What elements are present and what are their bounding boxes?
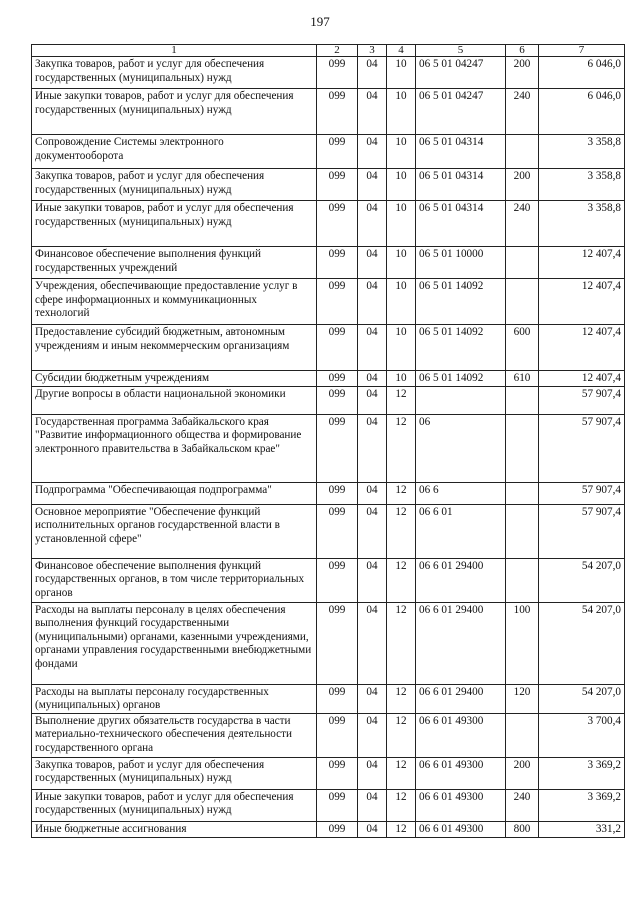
vr-code-cell	[506, 135, 539, 169]
vr-code-cell: 240	[506, 789, 539, 821]
csr-code-cell: 06 5 01 04314	[416, 169, 506, 201]
table-row	[32, 504, 625, 558]
amount-cell: 12 407,4	[539, 371, 625, 387]
row-name-cell: Субсидии бюджетным учреждениям	[32, 371, 317, 387]
row-name-cell: Подпрограмма "Обеспечивающая подпрограмма"	[32, 482, 317, 504]
amount-cell: 3 358,8	[539, 135, 625, 169]
vr-code-cell: 800	[506, 821, 539, 837]
rz-code-cell: 04	[358, 169, 387, 201]
gr-code-cell: 099	[317, 279, 358, 325]
amount-cell: 3 369,2	[539, 789, 625, 821]
table-row	[32, 89, 625, 135]
row-name-cell: Закупка товаров, работ и услуг для обеспечения государственных (муниципальных) нужд	[32, 169, 317, 201]
amount-cell: 54 207,0	[539, 602, 625, 684]
table-row	[32, 279, 625, 325]
table-row	[32, 414, 625, 482]
row-name-cell: Финансовое обеспечение выполнения функций государственных органов, в том числе территориальных органов	[32, 558, 317, 602]
csr-code-cell: 06 5 01 04314	[416, 135, 506, 169]
amount-cell: 6 046,0	[539, 89, 625, 135]
vr-code-cell	[506, 558, 539, 602]
budget-table	[31, 44, 625, 838]
table-row	[32, 135, 625, 169]
amount-cell: 3 700,4	[539, 713, 625, 757]
column-number-row	[32, 45, 625, 57]
row-name-cell: Сопровождение Системы электронного документооборота	[32, 135, 317, 169]
rz-code-cell: 04	[358, 414, 387, 482]
gr-code-cell: 099	[317, 558, 358, 602]
vr-code-cell: 240	[506, 89, 539, 135]
csr-code-cell: 06 6 01 29400	[416, 558, 506, 602]
amount-cell: 57 907,4	[539, 414, 625, 482]
pr-code-cell: 12	[387, 757, 416, 789]
table-row	[32, 558, 625, 602]
amount-cell: 3 358,8	[539, 169, 625, 201]
row-name-cell: Расходы на выплаты персоналу государственных (муниципальных) органов	[32, 684, 317, 713]
gr-code-cell: 099	[317, 57, 358, 89]
table-row	[32, 169, 625, 201]
csr-code-cell: 06 6 01 49300	[416, 757, 506, 789]
rz-code-cell: 04	[358, 247, 387, 279]
gr-code-cell: 099	[317, 757, 358, 789]
table-row	[32, 821, 625, 837]
gr-code-cell: 099	[317, 89, 358, 135]
row-name-cell: Закупка товаров, работ и услуг для обеспечения государственных (муниципальных) нужд	[32, 757, 317, 789]
table-row	[32, 247, 625, 279]
table-row	[32, 602, 625, 684]
row-name-cell: Расходы на выплаты персоналу в целях обеспечения выполнения функций государственными (муниципальными) органами, казенными учреждениями, органами управления государственными внебюджетными фондами	[32, 602, 317, 684]
pr-code-cell: 10	[387, 247, 416, 279]
column-header: 2	[317, 45, 358, 57]
pr-code-cell: 10	[387, 371, 416, 387]
pr-code-cell: 10	[387, 89, 416, 135]
csr-code-cell: 06 5 01 04247	[416, 57, 506, 89]
row-name-cell: Основное мероприятие "Обеспечение функций исполнительных органов государственной власти в установленной сфере"	[32, 504, 317, 558]
csr-code-cell: 06 6 01 49300	[416, 821, 506, 837]
gr-code-cell: 099	[317, 169, 358, 201]
vr-code-cell: 610	[506, 371, 539, 387]
gr-code-cell: 099	[317, 713, 358, 757]
row-name-cell: Учреждения, обеспечивающие предоставление услуг в сфере информационных и коммуникационных технологий	[32, 279, 317, 325]
rz-code-cell: 04	[358, 713, 387, 757]
column-header: 7	[539, 45, 625, 57]
csr-code-cell: 06	[416, 414, 506, 482]
gr-code-cell: 099	[317, 135, 358, 169]
amount-cell: 57 907,4	[539, 482, 625, 504]
rz-code-cell: 04	[358, 504, 387, 558]
rz-code-cell: 04	[358, 757, 387, 789]
table-row	[32, 757, 625, 789]
table-row	[32, 371, 625, 387]
rz-code-cell: 04	[358, 57, 387, 89]
pr-code-cell: 12	[387, 602, 416, 684]
gr-code-cell: 099	[317, 371, 358, 387]
table-row	[32, 201, 625, 247]
amount-cell: 57 907,4	[539, 386, 625, 414]
rz-code-cell: 04	[358, 821, 387, 837]
pr-code-cell: 12	[387, 482, 416, 504]
gr-code-cell: 099	[317, 482, 358, 504]
row-name-cell: Иные закупки товаров, работ и услуг для обеспечения государственных (муниципальных) нужд	[32, 789, 317, 821]
amount-cell: 12 407,4	[539, 279, 625, 325]
table-row	[32, 713, 625, 757]
gr-code-cell: 099	[317, 821, 358, 837]
rz-code-cell: 04	[358, 279, 387, 325]
vr-code-cell	[506, 386, 539, 414]
table-row	[32, 57, 625, 89]
rz-code-cell: 04	[358, 558, 387, 602]
amount-cell: 3 358,8	[539, 201, 625, 247]
amount-cell: 54 207,0	[539, 558, 625, 602]
amount-cell: 12 407,4	[539, 325, 625, 371]
pr-code-cell: 12	[387, 684, 416, 713]
vr-code-cell: 200	[506, 757, 539, 789]
gr-code-cell: 099	[317, 684, 358, 713]
pr-code-cell: 10	[387, 169, 416, 201]
rz-code-cell: 04	[358, 602, 387, 684]
table-row	[32, 386, 625, 414]
gr-code-cell: 099	[317, 201, 358, 247]
row-name-cell: Другие вопросы в области национальной экономики	[32, 386, 317, 414]
pr-code-cell: 12	[387, 789, 416, 821]
csr-code-cell: 06 6 01	[416, 504, 506, 558]
vr-code-cell	[506, 482, 539, 504]
gr-code-cell: 099	[317, 386, 358, 414]
pr-code-cell: 10	[387, 57, 416, 89]
csr-code-cell: 06 5 01 04314	[416, 201, 506, 247]
pr-code-cell: 12	[387, 386, 416, 414]
amount-cell: 6 046,0	[539, 57, 625, 89]
vr-code-cell	[506, 247, 539, 279]
row-name-cell: Иные закупки товаров, работ и услуг для обеспечения государственных (муниципальных) нужд	[32, 89, 317, 135]
rz-code-cell: 04	[358, 135, 387, 169]
rz-code-cell: 04	[358, 371, 387, 387]
pr-code-cell: 10	[387, 279, 416, 325]
rz-code-cell: 04	[358, 386, 387, 414]
vr-code-cell: 240	[506, 201, 539, 247]
vr-code-cell: 200	[506, 57, 539, 89]
column-header: 5	[416, 45, 506, 57]
column-header: 4	[387, 45, 416, 57]
pr-code-cell: 12	[387, 558, 416, 602]
gr-code-cell: 099	[317, 789, 358, 821]
column-header: 1	[32, 45, 317, 57]
vr-code-cell: 100	[506, 602, 539, 684]
table-row	[32, 684, 625, 713]
row-name-cell: Государственная программа Забайкальского края "Развитие информационного общества и формирование электронного правительства в Забайкальском крае"	[32, 414, 317, 482]
vr-code-cell: 120	[506, 684, 539, 713]
amount-cell: 3 369,2	[539, 757, 625, 789]
csr-code-cell: 06 6 01 49300	[416, 789, 506, 821]
pr-code-cell: 10	[387, 325, 416, 371]
csr-code-cell: 06 5 01 14092	[416, 279, 506, 325]
row-name-cell: Финансовое обеспечение выполнения функций государственных учреждений	[32, 247, 317, 279]
pr-code-cell: 12	[387, 713, 416, 757]
vr-code-cell	[506, 504, 539, 558]
amount-cell: 331,2	[539, 821, 625, 837]
amount-cell: 54 207,0	[539, 684, 625, 713]
table-row	[32, 482, 625, 504]
gr-code-cell: 099	[317, 414, 358, 482]
csr-code-cell: 06 5 01 04247	[416, 89, 506, 135]
rz-code-cell: 04	[358, 89, 387, 135]
vr-code-cell: 600	[506, 325, 539, 371]
table-row	[32, 789, 625, 821]
rz-code-cell: 04	[358, 684, 387, 713]
amount-cell: 12 407,4	[539, 247, 625, 279]
pr-code-cell: 12	[387, 504, 416, 558]
row-name-cell: Выполнение других обязательств государства в части материально-технического обеспечения деятельности государственного органа	[32, 713, 317, 757]
pr-code-cell: 12	[387, 821, 416, 837]
csr-code-cell: 06 6 01 29400	[416, 684, 506, 713]
gr-code-cell: 099	[317, 325, 358, 371]
csr-code-cell: 06 5 01 14092	[416, 371, 506, 387]
amount-cell: 57 907,4	[539, 504, 625, 558]
row-name-cell: Иные закупки товаров, работ и услуг для обеспечения государственных (муниципальных) нужд	[32, 201, 317, 247]
row-name-cell: Предоставление субсидий бюджетным, автономным учреждениям и иным некоммерческим организациям	[32, 325, 317, 371]
table-row	[32, 325, 625, 371]
vr-code-cell	[506, 279, 539, 325]
rz-code-cell: 04	[358, 482, 387, 504]
rz-code-cell: 04	[358, 325, 387, 371]
page-number: 197	[310, 14, 330, 29]
vr-code-cell: 200	[506, 169, 539, 201]
gr-code-cell: 099	[317, 247, 358, 279]
csr-code-cell: 06 6	[416, 482, 506, 504]
vr-code-cell	[506, 414, 539, 482]
rz-code-cell: 04	[358, 201, 387, 247]
gr-code-cell: 099	[317, 504, 358, 558]
pr-code-cell: 10	[387, 201, 416, 247]
row-name-cell: Закупка товаров, работ и услуг для обеспечения государственных (муниципальных) нужд	[32, 57, 317, 89]
csr-code-cell	[416, 386, 506, 414]
csr-code-cell: 06 5 01 14092	[416, 325, 506, 371]
rz-code-cell: 04	[358, 789, 387, 821]
csr-code-cell: 06 5 01 10000	[416, 247, 506, 279]
csr-code-cell: 06 6 01 49300	[416, 713, 506, 757]
gr-code-cell: 099	[317, 602, 358, 684]
vr-code-cell	[506, 713, 539, 757]
csr-code-cell: 06 6 01 29400	[416, 602, 506, 684]
column-header: 3	[358, 45, 387, 57]
row-name-cell: Иные бюджетные ассигнования	[32, 821, 317, 837]
column-header: 6	[506, 45, 539, 57]
pr-code-cell: 10	[387, 135, 416, 169]
pr-code-cell: 12	[387, 414, 416, 482]
